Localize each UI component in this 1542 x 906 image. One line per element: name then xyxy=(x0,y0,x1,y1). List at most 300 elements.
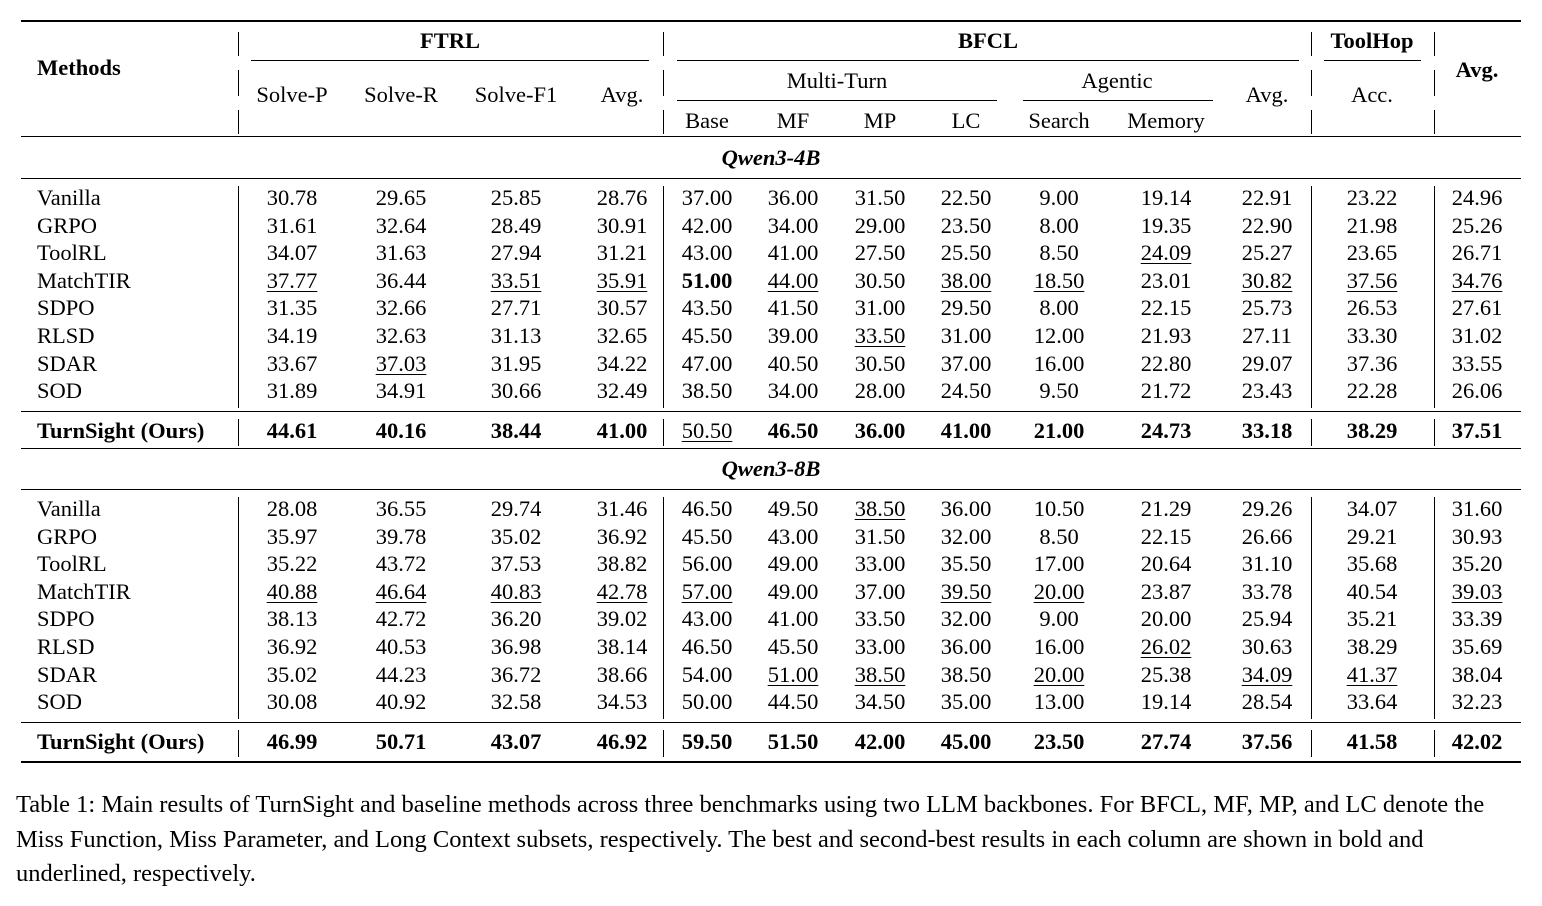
table-cell: 33.51 xyxy=(490,267,542,293)
table-cell: 34.76 xyxy=(1451,267,1503,293)
column-header: Avg. xyxy=(1245,82,1289,107)
column-separator xyxy=(1434,110,1435,134)
table-cell: 16.00 xyxy=(1033,634,1085,659)
column-separator xyxy=(663,497,664,719)
table-cell: 51.00 xyxy=(681,267,733,293)
group-header-ftrl: FTRL xyxy=(419,28,481,53)
table-cell: 28.49 xyxy=(490,212,542,238)
method-name-ours: TurnSight (Ours) xyxy=(37,418,205,443)
table-cell: 31.10 xyxy=(1241,551,1293,577)
column-header: Solve-R xyxy=(364,82,438,107)
table-cell: 33.50 xyxy=(854,606,906,632)
method-name: MatchTIR xyxy=(37,578,131,604)
table-cell: 43.00 xyxy=(681,606,733,632)
table-cell: 34.91 xyxy=(375,378,427,404)
table-cell: 34.19 xyxy=(266,323,318,348)
table-cell: 32.65 xyxy=(596,323,648,348)
table-cell: 38.66 xyxy=(596,661,648,687)
column-separator xyxy=(1434,32,1435,56)
table-cell: 25.38 xyxy=(1140,661,1192,687)
table-cell: 33.00 xyxy=(854,634,906,659)
column-separator xyxy=(1311,70,1312,96)
table-cell: 25.94 xyxy=(1241,606,1293,632)
table-cell: 20.64 xyxy=(1140,551,1192,577)
group-header-overall-avg: Avg. xyxy=(1455,57,1499,82)
table-cell: 32.64 xyxy=(375,212,427,238)
table-cell: 39.78 xyxy=(375,523,427,549)
table-cell: 37.53 xyxy=(490,551,542,577)
table-cell: 38.14 xyxy=(596,634,648,659)
table-cell: 45.50 xyxy=(681,323,733,348)
table-cell-ours: 33.18 xyxy=(1241,418,1293,443)
table-cell-ours: 44.61 xyxy=(266,418,318,443)
table-cell: 32.63 xyxy=(375,323,427,348)
table-cell: 34.09 xyxy=(1241,661,1293,687)
section1-ours-bottom-rule xyxy=(21,448,1521,449)
column-header: Base xyxy=(685,108,729,133)
table-cell: 27.50 xyxy=(854,240,906,266)
table-cell: 20.00 xyxy=(1033,661,1085,687)
agentic-subgroup-rule xyxy=(1023,100,1213,101)
column-header: Avg. xyxy=(600,82,644,107)
table-cell: 30.82 xyxy=(1241,267,1293,293)
table-cell: 26.66 xyxy=(1241,523,1293,549)
table-cell: 28.76 xyxy=(596,185,648,210)
table-cell: 26.02 xyxy=(1140,634,1192,659)
table-cell: 38.29 xyxy=(1346,634,1398,659)
top-rule xyxy=(21,20,1521,22)
table-cell: 25.73 xyxy=(1241,295,1293,321)
table-cell: 49.00 xyxy=(767,578,819,604)
table-caption: Table 1: Main results of TurnSight and baseline methods across three benchmarks using two LLM backbones. For BFCL, MF, MP, and LC denote the Miss Function, Miss Parameter, and Long Context subsets, respectively. The best and second-best results in each column are shown in bold and underlined, respectively. xyxy=(16,791,1485,887)
table-cell: 41.00 xyxy=(767,240,819,266)
table-cell: 38.50 xyxy=(854,496,906,521)
table-cell: 29.26 xyxy=(1241,496,1293,521)
column-separator xyxy=(1434,730,1435,757)
table-cell: 22.90 xyxy=(1241,212,1293,238)
table-cell: 31.21 xyxy=(596,240,648,266)
table-cell: 30.08 xyxy=(266,689,318,715)
table-cell: 8.50 xyxy=(1039,523,1079,549)
table-cell: 13.00 xyxy=(1033,689,1085,715)
table-cell: 27.61 xyxy=(1451,295,1503,321)
table-cell: 25.85 xyxy=(490,185,542,210)
table-cell: 29.65 xyxy=(375,185,427,210)
table-cell: 24.50 xyxy=(940,378,992,404)
method-name: SOD xyxy=(37,689,83,715)
table-cell: 42.72 xyxy=(375,606,427,632)
header-bottom-rule xyxy=(21,136,1521,137)
column-header: Search xyxy=(1028,108,1090,133)
table-cell: 44.00 xyxy=(767,267,819,293)
table-cell: 25.26 xyxy=(1451,212,1503,238)
table-cell: 32.00 xyxy=(940,523,992,549)
table-cell: 36.44 xyxy=(375,267,427,293)
table-cell: 19.14 xyxy=(1140,689,1192,715)
column-header: Memory xyxy=(1127,108,1205,133)
table-cell: 29.74 xyxy=(490,496,542,521)
table-cell: 31.50 xyxy=(854,523,906,549)
group-header-bfcl: BFCL xyxy=(957,28,1019,53)
table-cell: 49.00 xyxy=(767,551,819,577)
table-cell: 40.53 xyxy=(375,634,427,659)
column-separator xyxy=(238,419,239,446)
table-cell: 22.80 xyxy=(1140,350,1192,376)
method-name-ours: TurnSight (Ours) xyxy=(37,729,205,754)
table-cell: 36.20 xyxy=(490,606,542,632)
table-cell: 36.00 xyxy=(940,496,992,521)
table-cell: 39.00 xyxy=(767,323,819,348)
ftrl-group-rule xyxy=(251,60,649,61)
column-separator xyxy=(238,110,239,134)
table-cell: 31.63 xyxy=(375,240,427,266)
table-cell: 44.23 xyxy=(375,661,427,687)
table-cell: 35.50 xyxy=(940,551,992,577)
table-cell: 31.13 xyxy=(490,323,542,348)
table-cell: 24.96 xyxy=(1451,185,1503,210)
table-cell: 40.50 xyxy=(767,350,819,376)
table-cell: 26.53 xyxy=(1346,295,1398,321)
table-cell: 20.00 xyxy=(1033,578,1085,604)
table-cell: 39.03 xyxy=(1451,578,1503,604)
table-cell: 8.00 xyxy=(1039,295,1079,321)
table-cell: 35.21 xyxy=(1346,606,1398,632)
table-cell: 12.00 xyxy=(1033,323,1085,348)
table-cell: 41.00 xyxy=(767,606,819,632)
table-cell: 31.50 xyxy=(854,185,906,210)
table-cell: 40.54 xyxy=(1346,578,1398,604)
table-cell: 30.93 xyxy=(1451,523,1503,549)
table-cell: 22.15 xyxy=(1140,295,1192,321)
table-cell: 28.54 xyxy=(1241,689,1293,715)
table-cell: 34.50 xyxy=(854,689,906,715)
table-cell: 9.00 xyxy=(1039,185,1079,210)
section-title: Qwen3-8B xyxy=(721,456,821,481)
table-cell: 32.58 xyxy=(490,689,542,715)
column-separator xyxy=(1434,419,1435,446)
table-cell-ours: 43.07 xyxy=(490,729,542,754)
table-cell: 33.78 xyxy=(1241,578,1293,604)
column-separator xyxy=(238,32,239,56)
table-cell: 31.46 xyxy=(596,496,648,521)
table-cell: 8.50 xyxy=(1039,240,1079,266)
column-separator xyxy=(663,730,664,757)
table-cell: 37.36 xyxy=(1346,350,1398,376)
table-cell: 35.68 xyxy=(1346,551,1398,577)
method-name: RLSD xyxy=(37,323,95,348)
section1-ours-top-rule xyxy=(21,411,1521,412)
table-cell: 36.98 xyxy=(490,634,542,659)
table-cell: 33.64 xyxy=(1346,689,1398,715)
column-header: Acc. xyxy=(1351,82,1393,107)
table-cell: 35.02 xyxy=(266,661,318,687)
table-cell: 41.37 xyxy=(1346,661,1398,687)
table-cell: 30.91 xyxy=(596,212,648,238)
table-cell: 38.00 xyxy=(940,267,992,293)
table-cell: 26.71 xyxy=(1451,240,1503,266)
table-cell: 38.13 xyxy=(266,606,318,632)
table-cell: 23.43 xyxy=(1241,378,1293,404)
table-cell: 22.28 xyxy=(1346,378,1398,404)
table-cell-ours: 24.73 xyxy=(1140,418,1192,443)
table-cell: 23.50 xyxy=(940,212,992,238)
table-cell: 34.53 xyxy=(596,689,648,715)
table-cell: 43.50 xyxy=(681,295,733,321)
table-cell: 37.56 xyxy=(1346,267,1398,293)
method-name: SDPO xyxy=(37,606,95,632)
table-cell: 35.91 xyxy=(596,267,648,293)
table-cell: 42.78 xyxy=(596,578,648,604)
table-cell-ours: 45.00 xyxy=(940,729,992,754)
method-name: MatchTIR xyxy=(37,267,131,293)
table-cell: 38.50 xyxy=(940,661,992,687)
table-cell-ours: 59.50 xyxy=(681,729,733,754)
table-cell: 18.50 xyxy=(1033,267,1085,293)
column-separator xyxy=(1311,110,1312,134)
table-cell: 37.77 xyxy=(266,267,318,293)
column-header: Solve-P xyxy=(256,82,328,107)
table-cell: 39.50 xyxy=(940,578,992,604)
table-cell: 34.00 xyxy=(767,378,819,404)
column-separator xyxy=(663,186,664,408)
table-cell: 34.22 xyxy=(596,350,648,376)
table-cell: 22.91 xyxy=(1241,185,1293,210)
method-name: GRPO xyxy=(37,212,98,238)
table-cell-ours: 27.74 xyxy=(1140,729,1192,754)
table-cell: 35.97 xyxy=(266,523,318,549)
column-header: MF xyxy=(776,108,810,133)
table-cell: 35.69 xyxy=(1451,634,1503,659)
method-name: Vanilla xyxy=(37,185,101,210)
table-cell: 43.72 xyxy=(375,551,427,577)
table-cell: 25.27 xyxy=(1241,240,1293,266)
table-cell-ours: 40.16 xyxy=(375,418,427,443)
column-separator xyxy=(663,110,664,134)
table-cell: 23.22 xyxy=(1346,185,1398,210)
table-cell: 36.55 xyxy=(375,496,427,521)
table-cell: 30.57 xyxy=(596,295,648,321)
table-cell: 19.35 xyxy=(1140,212,1192,238)
method-name: SOD xyxy=(37,378,83,404)
column-separator xyxy=(663,70,664,96)
methods-header: Methods xyxy=(37,55,121,80)
table-cell: 23.65 xyxy=(1346,240,1398,266)
table-cell: 27.71 xyxy=(490,295,542,321)
table-cell: 32.23 xyxy=(1451,689,1503,715)
column-separator xyxy=(1311,32,1312,56)
table-cell: 46.64 xyxy=(375,578,427,604)
table-cell: 33.39 xyxy=(1451,606,1503,632)
table-cell: 29.50 xyxy=(940,295,992,321)
table-cell-ours: 23.50 xyxy=(1033,729,1085,754)
table-cell: 9.50 xyxy=(1039,378,1079,404)
table-cell-ours: 46.92 xyxy=(596,729,648,754)
table-cell-ours: 50.50 xyxy=(681,418,733,443)
table-cell: 34.00 xyxy=(767,212,819,238)
table-cell-ours: 46.99 xyxy=(266,729,318,754)
method-name: SDAR xyxy=(37,350,98,376)
table-cell: 31.60 xyxy=(1451,496,1503,521)
table-cell-ours: 51.50 xyxy=(767,729,819,754)
table-cell: 26.06 xyxy=(1451,378,1503,404)
multiturn-subgroup-rule xyxy=(677,100,997,101)
table-cell: 30.78 xyxy=(266,185,318,210)
table-cell-ours: 41.00 xyxy=(940,418,992,443)
method-name: Vanilla xyxy=(37,496,101,521)
table-cell: 45.50 xyxy=(681,523,733,549)
table-cell: 43.00 xyxy=(681,240,733,266)
bfcl-group-rule xyxy=(677,60,1299,61)
table-cell: 10.50 xyxy=(1033,496,1085,521)
section-title: Qwen3-4B xyxy=(721,145,821,170)
table-cell: 23.01 xyxy=(1140,267,1192,293)
table-cell: 31.61 xyxy=(266,212,318,238)
table-cell: 23.87 xyxy=(1140,578,1192,604)
table-cell: 33.50 xyxy=(854,323,906,348)
table-cell: 34.07 xyxy=(1346,496,1398,521)
table-cell: 29.07 xyxy=(1241,350,1293,376)
table-cell: 9.00 xyxy=(1039,606,1079,632)
table-cell: 42.00 xyxy=(681,212,733,238)
column-header: LC xyxy=(951,108,981,133)
table-cell-ours: 42.00 xyxy=(854,729,906,754)
table-cell: 38.82 xyxy=(596,551,648,577)
table-cell: 40.92 xyxy=(375,689,427,715)
table-cell: 30.66 xyxy=(490,378,542,404)
table-cell: 45.50 xyxy=(767,634,819,659)
table-cell: 22.15 xyxy=(1140,523,1192,549)
column-separator xyxy=(1311,730,1312,757)
table-cell: 33.67 xyxy=(266,350,318,376)
table-cell: 32.66 xyxy=(375,295,427,321)
section2-title-rule xyxy=(21,489,1521,490)
table-cell: 51.00 xyxy=(767,661,819,687)
column-separator xyxy=(663,32,664,56)
column-separator xyxy=(1434,186,1435,408)
column-separator xyxy=(1434,70,1435,96)
table-cell: 43.00 xyxy=(767,523,819,549)
table-cell: 41.50 xyxy=(767,295,819,321)
table-cell: 31.00 xyxy=(854,295,906,321)
table-cell: 44.50 xyxy=(767,689,819,715)
table-cell: 46.50 xyxy=(681,634,733,659)
table-cell: 29.00 xyxy=(854,212,906,238)
table-cell: 49.50 xyxy=(767,496,819,521)
table-cell: 35.20 xyxy=(1451,551,1503,577)
table-cell: 27.11 xyxy=(1242,323,1292,348)
table-cell: 21.29 xyxy=(1140,496,1192,521)
table-cell: 31.95 xyxy=(490,350,542,376)
table-cell: 27.94 xyxy=(490,240,542,266)
table-cell: 35.00 xyxy=(940,689,992,715)
table-cell: 36.92 xyxy=(266,634,318,659)
table-cell: 36.00 xyxy=(940,634,992,659)
table-cell: 47.00 xyxy=(681,350,733,376)
table-cell: 25.50 xyxy=(940,240,992,266)
bottom-rule xyxy=(21,761,1521,763)
method-name: ToolRL xyxy=(37,551,107,577)
table-cell: 19.14 xyxy=(1140,185,1192,210)
table-cell: 29.21 xyxy=(1346,523,1398,549)
table-cell: 37.03 xyxy=(375,350,427,376)
subgroup-header-multiturn: Multi-Turn xyxy=(786,68,888,93)
table-cell: 40.83 xyxy=(490,578,542,604)
table-cell: 39.02 xyxy=(596,606,648,632)
table-cell: 8.00 xyxy=(1039,212,1079,238)
table-cell-ours: 36.00 xyxy=(854,418,906,443)
table-cell: 35.22 xyxy=(266,551,318,577)
table-cell: 31.02 xyxy=(1451,323,1503,348)
table-cell: 31.35 xyxy=(266,295,318,321)
table-cell: 31.89 xyxy=(266,378,318,404)
subgroup-header-agentic: Agentic xyxy=(1081,68,1153,93)
table-cell: 22.50 xyxy=(940,185,992,210)
column-header: Solve-F1 xyxy=(474,82,558,107)
table-cell: 33.00 xyxy=(854,551,906,577)
table-cell: 31.00 xyxy=(940,323,992,348)
group-header-toolhop: ToolHop xyxy=(1330,28,1414,53)
table-cell: 37.00 xyxy=(681,185,733,210)
table-cell: 36.00 xyxy=(767,185,819,210)
table-cell-ours: 42.02 xyxy=(1451,729,1503,754)
table-cell: 36.72 xyxy=(490,661,542,687)
table-cell: 30.50 xyxy=(854,267,906,293)
table-cell-ours: 37.56 xyxy=(1241,729,1293,754)
toolhop-group-rule xyxy=(1324,60,1421,61)
table-cell: 54.00 xyxy=(681,661,733,687)
table-cell: 28.08 xyxy=(266,496,318,521)
column-separator xyxy=(238,730,239,757)
table-cell: 20.00 xyxy=(1140,606,1192,632)
table-cell-ours: 21.00 xyxy=(1033,418,1085,443)
table-cell: 36.92 xyxy=(596,523,648,549)
table-cell: 34.07 xyxy=(266,240,318,266)
column-separator xyxy=(1311,497,1312,719)
table-cell: 50.00 xyxy=(681,689,733,715)
table-cell: 32.49 xyxy=(596,378,648,404)
table-cell: 16.00 xyxy=(1033,350,1085,376)
column-header: MP xyxy=(863,108,897,133)
column-separator xyxy=(663,419,664,446)
table-cell: 46.50 xyxy=(681,496,733,521)
table-cell: 35.02 xyxy=(490,523,542,549)
table-cell: 17.00 xyxy=(1033,551,1085,577)
table-cell: 56.00 xyxy=(681,551,733,577)
table-cell-ours: 41.58 xyxy=(1346,729,1398,754)
table-cell: 37.00 xyxy=(940,350,992,376)
table-cell-ours: 38.44 xyxy=(490,418,542,443)
table-cell: 33.30 xyxy=(1346,323,1398,348)
column-separator xyxy=(238,497,239,719)
table-cell: 30.50 xyxy=(854,350,906,376)
table-cell: 28.00 xyxy=(854,378,906,404)
table-cell: 33.55 xyxy=(1451,350,1503,376)
table-cell: 21.98 xyxy=(1346,212,1398,238)
table-cell-ours: 37.51 xyxy=(1451,418,1503,443)
column-separator xyxy=(1434,497,1435,719)
table-cell: 24.09 xyxy=(1140,240,1192,266)
table-cell: 38.04 xyxy=(1451,661,1503,687)
table-cell: 38.50 xyxy=(854,661,906,687)
column-separator xyxy=(1311,419,1312,446)
table-cell: 21.93 xyxy=(1140,323,1192,348)
method-name: SDAR xyxy=(37,661,98,687)
table-cell: 21.72 xyxy=(1140,378,1192,404)
table-cell: 32.00 xyxy=(940,606,992,632)
method-name: RLSD xyxy=(37,634,95,659)
table-cell-ours: 38.29 xyxy=(1346,418,1398,443)
table-cell: 38.50 xyxy=(681,378,733,404)
